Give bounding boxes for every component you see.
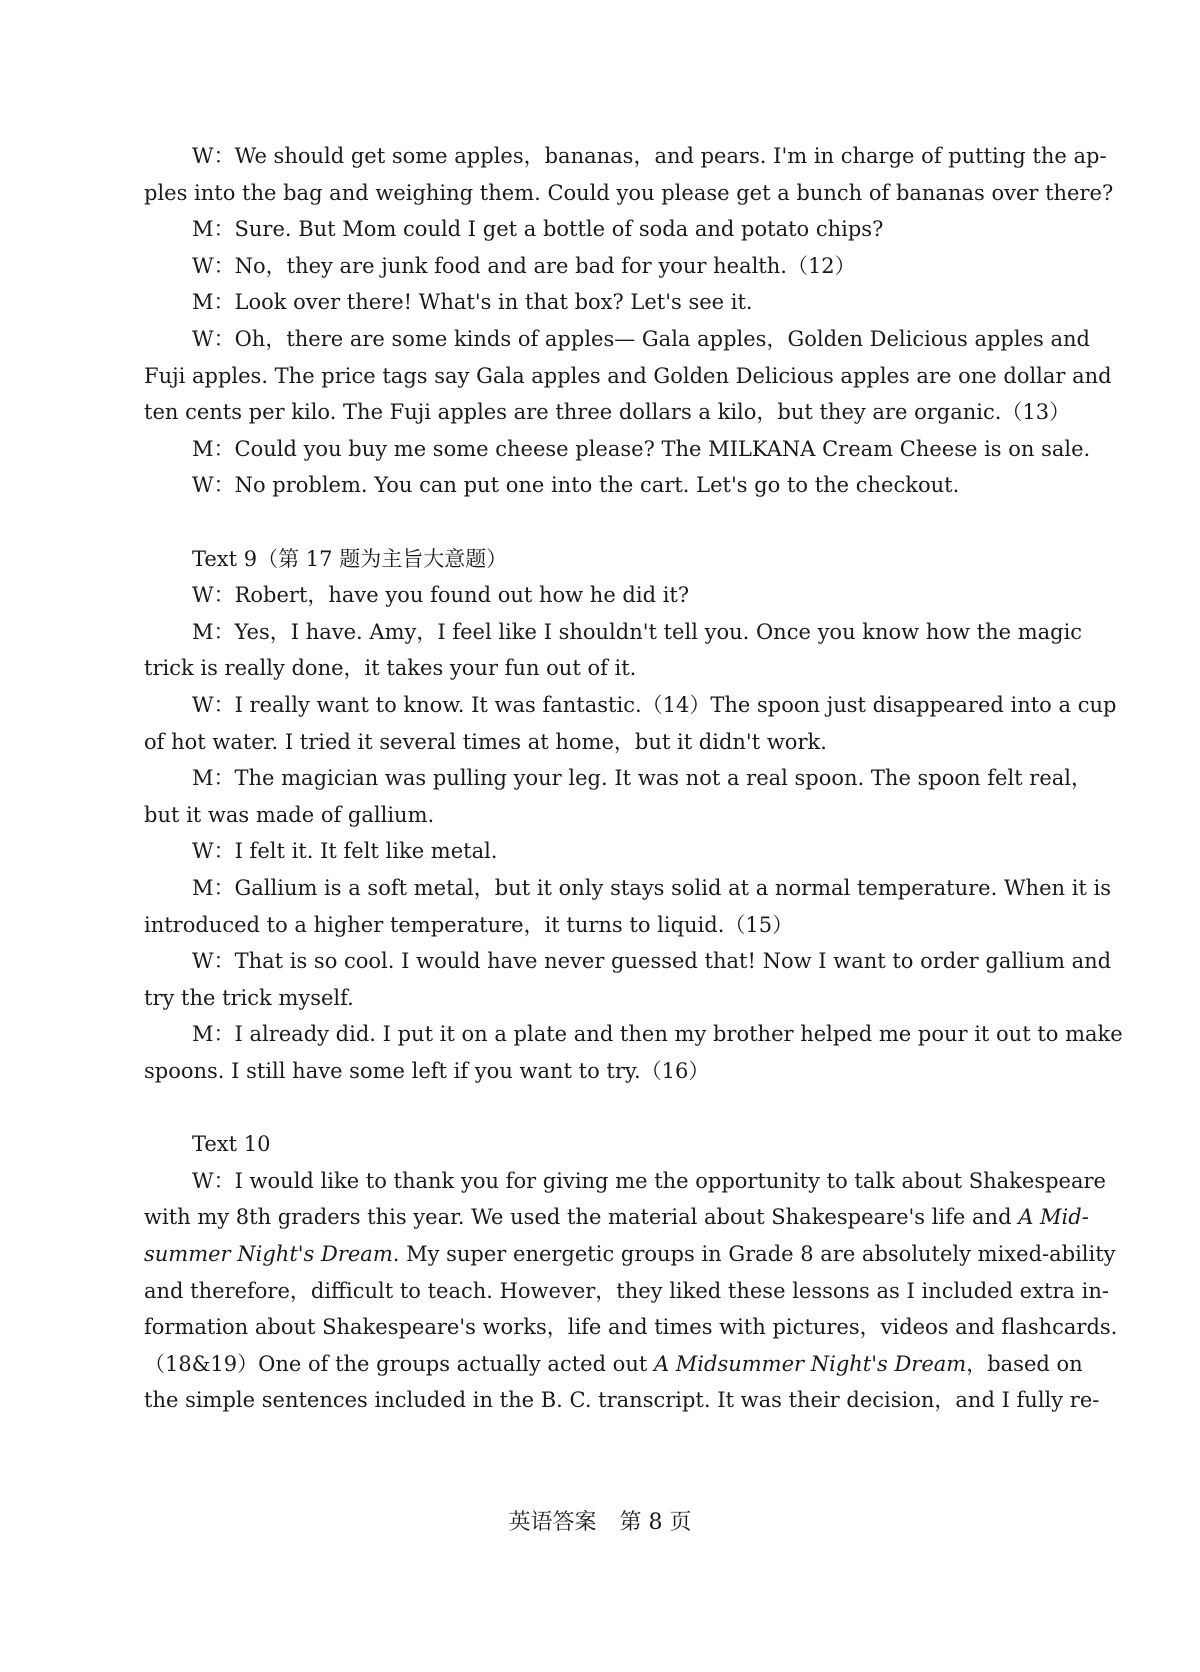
line-text: trick is really done，it takes your fun out of it. — [144, 656, 637, 681]
line-text: W：Oh，there are some kinds of apples— Gala apples，Golden Delicious apples and — [192, 327, 1090, 351]
line-text: W：We should get some apples，bananas，and pears. I'm in charge of putting the ap- — [192, 144, 1107, 168]
italic-title: A Midsummer Night's Dream — [653, 1351, 967, 1376]
text-line — [192, 1126, 270, 1162]
text-line — [144, 1273, 1109, 1309]
line-text: spoons. I still have some left if you want to try.（16） — [144, 1059, 710, 1083]
text-line — [192, 467, 959, 503]
text-line — [144, 1236, 1116, 1272]
text-line — [192, 1163, 1106, 1199]
footer-page-number: 第 8 页 — [619, 1510, 692, 1535]
line-text: M：Look over there! What's in that box? Let's see it. — [192, 290, 753, 315]
line-text: W：No，they are junk food and are bad for your health.（12） — [192, 253, 856, 278]
italic-title: A Mid- — [1018, 1205, 1089, 1230]
text-line — [192, 321, 1090, 357]
line-text-after: . My super energetic groups in Grade 8 are absolutely mixed-ability — [392, 1242, 1116, 1266]
line-text: W：I really want to know. It was fantastic.（14）The spoon just disappeared into a cup — [192, 693, 1117, 717]
line-text: W：I would like to thank you for giving me the opportunity to talk about Shakespeare — [192, 1168, 1106, 1193]
line-text: M：The magician was pulling your leg. It was not a real spoon. The spoon felt real， — [192, 766, 1092, 791]
text-line — [192, 1016, 1123, 1052]
text-line — [192, 614, 1083, 650]
line-text: the simple sentences included in the B. C. transcript. It was their decision，and I fully re- — [144, 1388, 1100, 1413]
line-text: W：I felt it. It felt like metal. — [192, 839, 498, 864]
line-text: M：Yes，I have. Amy，I feel like I shouldn't tell you. Once you know how the magic — [192, 619, 1083, 644]
text-line — [192, 833, 497, 869]
text-line — [192, 284, 753, 320]
text-line — [144, 1346, 1083, 1382]
line-text: （18&19）One of the groups actually acted out — [144, 1351, 654, 1376]
line-text: ples into the bag and weighing them. Could you please get a bunch of bananas over there? — [144, 180, 1114, 205]
text-line — [144, 907, 793, 943]
text-line — [144, 1382, 1100, 1418]
text-line — [144, 175, 1114, 211]
text-line — [144, 980, 354, 1016]
text-line — [144, 358, 1112, 394]
line-text: formation about Shakespeare's works，life and times with pictures，videos and flashcards. — [144, 1315, 1118, 1340]
text-line — [192, 760, 1092, 796]
text-line — [192, 248, 856, 284]
line-text: Text 9（第 17 题为主旨大意题） — [192, 546, 508, 571]
line-text: W：Robert，have you found out how he did it? — [192, 583, 690, 608]
line-text: try the trick myself. — [144, 985, 354, 1010]
line-text: M：I already did. I put it on a plate and then my brother helped me pour it out to make — [192, 1022, 1123, 1047]
line-text: M：Could you buy me some cheese please? The MILKANA Cream Cheese is on sale. — [192, 436, 1091, 461]
line-text: W：No problem. You can put one into the cart. Let's go to the checkout. — [192, 473, 960, 498]
italic-title: summer Night's Dream — [144, 1242, 393, 1266]
line-text: W：That is so cool. I would have never guessed that! Now I want to order gallium and — [192, 949, 1112, 974]
line-text-after: ，based on — [966, 1351, 1083, 1376]
line-text: of hot water. I tried it several times at home，but it didn't work. — [144, 729, 827, 754]
line-text: ten cents per kilo. The Fuji apples are three dollars a kilo，but they are organic.（13） — [144, 400, 1071, 425]
text-line — [144, 1199, 1089, 1235]
line-text: with my 8th graders this year. We used the material about Shakespeare's life and — [144, 1205, 1019, 1230]
line-text: introduced to a higher temperature，it turns to liquid.（15） — [144, 912, 794, 937]
text-line — [192, 541, 507, 577]
text-line — [144, 650, 636, 686]
line-text: Fuji apples. The price tags say Gala apples and Golden Delicious apples are one dollar and — [144, 363, 1112, 388]
text-line — [192, 211, 883, 247]
line-text: M：Sure. But Mom could I get a bottle of soda and potato chips? — [192, 217, 884, 242]
text-line — [192, 577, 689, 613]
line-text: and therefore，difficult to teach. However，they liked these lessons as I included extra in- — [144, 1278, 1109, 1303]
line-text: Text 10 — [192, 1132, 271, 1157]
text-line — [144, 724, 827, 760]
line-text: M：Gallium is a soft metal，but it only stays solid at a normal temperature. When it is — [192, 876, 1112, 900]
text-line — [144, 1053, 709, 1089]
page-footer — [0, 1505, 1200, 1541]
text-line — [144, 394, 1070, 430]
text-line — [192, 870, 1112, 906]
text-line — [144, 797, 434, 833]
footer-subject: 英语答案 — [508, 1510, 597, 1535]
text-line — [192, 431, 1090, 467]
text-line — [192, 943, 1112, 979]
text-line — [192, 138, 1107, 174]
line-text: but it was made of gallium. — [144, 802, 435, 827]
text-line — [192, 687, 1117, 723]
text-line — [144, 1309, 1118, 1345]
